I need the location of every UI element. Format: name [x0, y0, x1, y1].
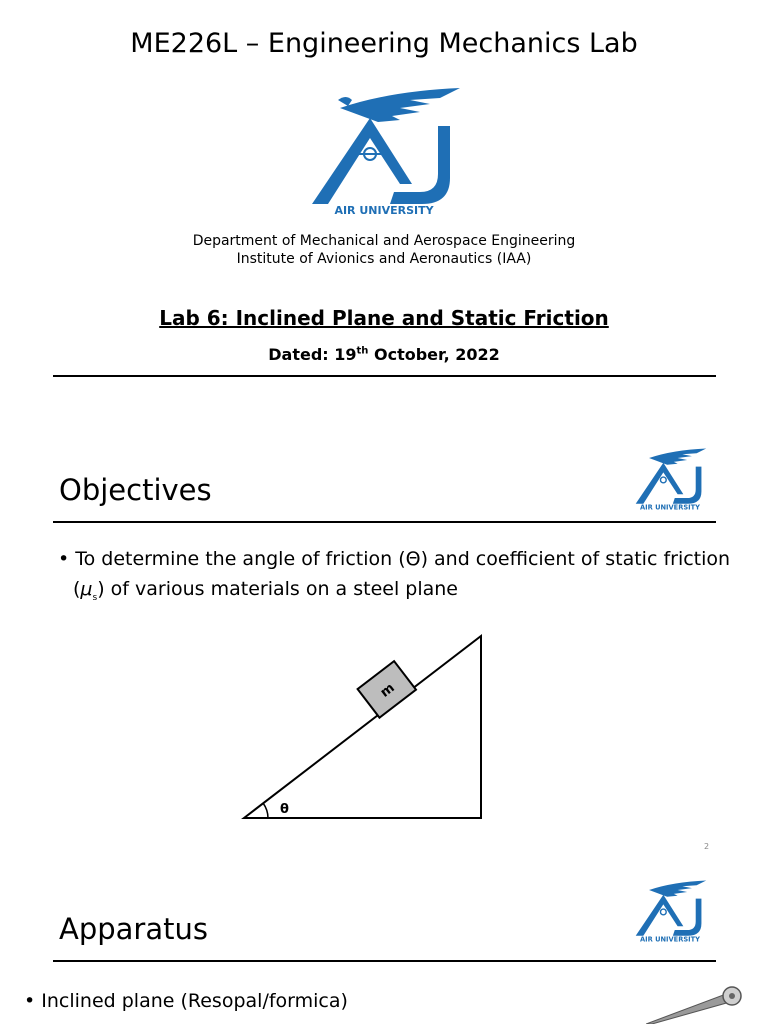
dated-line — [0, 345, 768, 364]
course-title: ME226L – Engineering Mechanics Lab — [130, 28, 638, 59]
objective-bullet — [58, 544, 733, 613]
department-name: Department of Mechanical and Aerospace Engineering — [192, 233, 576, 249]
apparatus-item: Inclined plane (Resopal/formica) — [41, 990, 348, 1012]
angle-arc — [263, 803, 268, 818]
bullet-dot: • — [24, 990, 42, 1012]
objectives-divider — [53, 521, 716, 523]
air-university-logo — [300, 86, 468, 218]
dated-sup: th — [356, 345, 369, 357]
air-university-logo-small-2 — [630, 878, 710, 944]
logo-text: AIR UNIVERSITY — [640, 503, 700, 512]
paren-open: ( — [73, 578, 81, 600]
mu-subscript: s — [92, 592, 98, 603]
apparatus-divider — [53, 960, 716, 962]
logo-text: AIR UNIVERSITY — [334, 204, 434, 217]
apparatus-bullet — [24, 990, 348, 1012]
apparatus-photo — [646, 984, 746, 1028]
air-university-logo-small — [630, 446, 710, 512]
apparatus-title: Apparatus — [59, 912, 208, 946]
slide-divider — [53, 375, 716, 377]
objective-line1: To determine the angle of friction (Θ) and coefficient of static friction — [75, 548, 731, 570]
dated-prefix: Dated: 19 — [268, 345, 357, 364]
page-number: 2 — [704, 842, 710, 851]
angle-label: θ — [280, 802, 289, 817]
dated-suffix: October, 2022 — [368, 345, 500, 364]
bullet-dot: • — [58, 548, 76, 570]
mu-symbol: μ — [80, 578, 93, 600]
logo-text: AIR UNIVERSITY — [640, 935, 700, 944]
institute-name: Institute of Avionics and Aeronautics (IAA) — [236, 251, 532, 267]
lab-title: Lab 6: Inclined Plane and Static Friction — [159, 306, 609, 330]
mass-label: m — [377, 680, 398, 701]
objectives-title: Objectives — [59, 473, 212, 507]
inclined-plane-diagram — [240, 632, 490, 828]
department-block — [0, 232, 768, 268]
incline-triangle — [244, 636, 481, 818]
objective-line2: ) of various materials on a steel plane — [97, 578, 458, 600]
